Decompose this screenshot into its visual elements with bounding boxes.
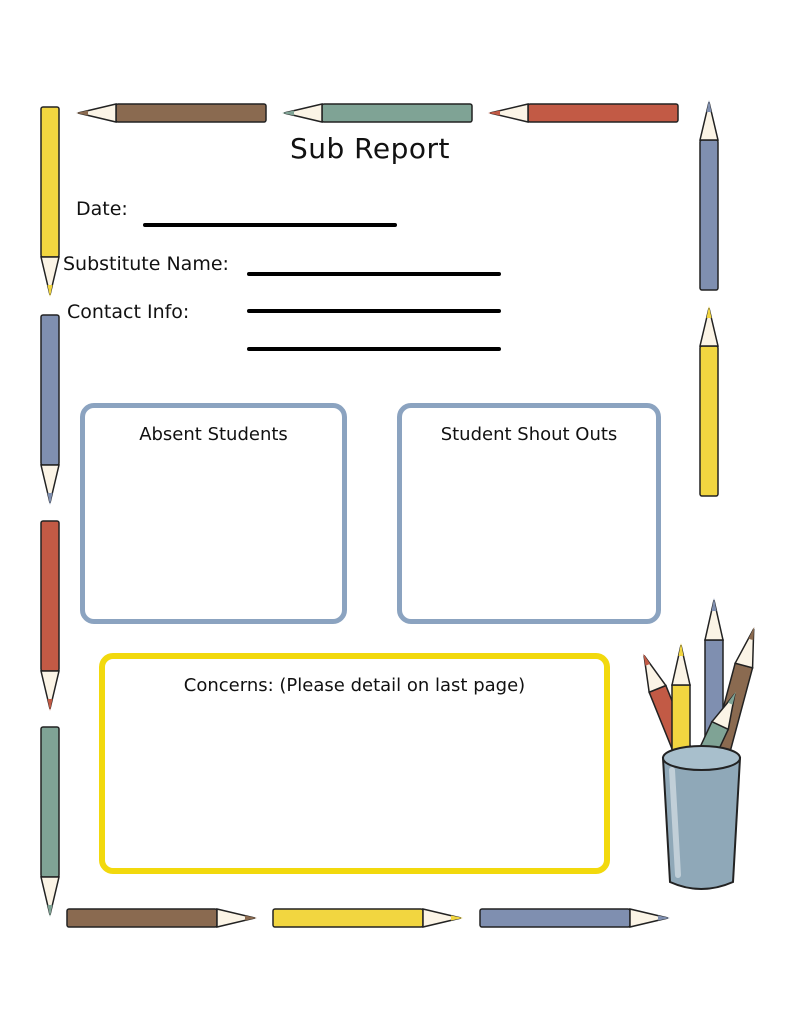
pencil-bottom-yellow-icon — [273, 909, 463, 927]
page-title: Sub Report — [289, 132, 450, 165]
student-shout-outs-box[interactable] — [397, 403, 661, 624]
pencil-top-brown-icon — [76, 104, 266, 122]
substitute-name-label: Substitute Name: — [63, 253, 229, 275]
concerns-title: Concerns: (Please detail on last page) — [183, 675, 526, 696]
contact-info-line-1[interactable] — [247, 309, 501, 313]
pencil-bottom-blue-icon — [480, 909, 670, 927]
concerns-box[interactable] — [99, 653, 610, 874]
absent-students-box[interactable] — [80, 403, 347, 624]
pencil-left-yellow-icon — [41, 107, 59, 297]
pencil-top-green-icon — [282, 104, 472, 122]
date-label: Date: — [76, 198, 128, 220]
pencil-right-blue-icon — [700, 100, 718, 290]
date-line[interactable] — [143, 223, 397, 227]
pencil-bottom-brown-icon — [67, 909, 257, 927]
pencil-left-red-icon — [41, 521, 59, 711]
contact-info-line-2[interactable] — [247, 347, 501, 351]
pencil-right-yellow-icon — [700, 306, 718, 496]
contact-info-label: Contact Info: — [67, 301, 190, 323]
pencil-cup-icon — [635, 598, 763, 889]
pencil-left-blue-icon — [41, 315, 59, 505]
student-shout-outs-title: Student Shout Outs — [440, 424, 618, 445]
substitute-name-line[interactable] — [247, 272, 501, 276]
pencil-top-red-icon — [488, 104, 678, 122]
absent-students-title: Absent Students — [139, 424, 288, 445]
pencil-left-green-icon — [41, 727, 59, 917]
